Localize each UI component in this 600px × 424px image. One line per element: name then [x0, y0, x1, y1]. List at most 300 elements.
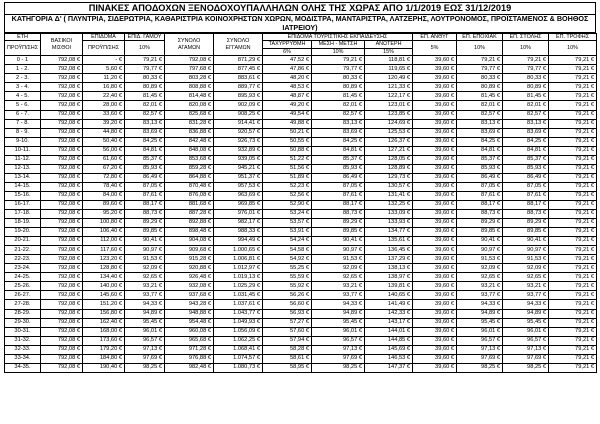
- table-row: [5, 128, 597, 137]
- table-cell: 83,69 €: [312, 128, 365, 137]
- header-mesi: ΜΕΣΗ - ΜΕΤΣΗ: [312, 41, 365, 48]
- table-cell: 79,21 €: [549, 255, 597, 264]
- table-cell: 83,13 €: [125, 119, 165, 128]
- table-cell: 92,65 €: [312, 273, 365, 282]
- table-cell: 79,21 €: [549, 146, 597, 155]
- table-cell: 11,20 €: [83, 74, 125, 83]
- table-cell: 792,08 €: [41, 363, 83, 372]
- table-cell: 792,08 €: [41, 264, 83, 273]
- table-header: [5, 34, 597, 56]
- table-cell: 79,21 €: [549, 155, 597, 164]
- table-cell: 945,21 €: [214, 164, 263, 173]
- row-years-cell: 17-18.: [5, 210, 41, 219]
- table-cell: 79,21 €: [457, 56, 503, 65]
- table-row: [5, 200, 597, 209]
- table-cell: 902,09 €: [214, 101, 263, 110]
- table-cell: 963,69 €: [214, 191, 263, 200]
- table-cell: 81,45 €: [125, 92, 165, 101]
- header-epoch: ΕΠ. ΕΠΟΧΙΑΚ: [457, 34, 503, 41]
- table-cell: 792,08 €: [41, 228, 83, 237]
- row-years-cell: 0 - 1: [5, 56, 41, 65]
- row-years-cell: 26-27.: [5, 291, 41, 300]
- table-cell: 93,77 €: [457, 291, 503, 300]
- table-cell: 898,48 €: [165, 228, 214, 237]
- table-row: [5, 173, 597, 182]
- table-cell: 94,33 €: [125, 300, 165, 309]
- table-cell: 61,60 €: [83, 155, 125, 164]
- table-body: [5, 56, 597, 373]
- row-years-cell: 6 - 7.: [5, 110, 41, 119]
- table-cell: 89,29 €: [125, 219, 165, 228]
- table-cell: 39,60 €: [413, 309, 457, 318]
- table-cell: 39,60 €: [413, 83, 457, 92]
- table-cell: 937,68 €: [165, 291, 214, 300]
- table-cell: 82,57 €: [503, 110, 549, 119]
- table-cell: 82,01 €: [125, 101, 165, 110]
- table-cell: 914,41 €: [214, 119, 263, 128]
- table-cell: 79,21 €: [549, 182, 597, 191]
- table-cell: 792,08 €: [41, 300, 83, 309]
- table-cell: 47,52 €: [263, 56, 312, 65]
- table-row: [5, 110, 597, 119]
- table-cell: 53,91 €: [263, 228, 312, 237]
- row-years-cell: 9-10.: [5, 137, 41, 146]
- header-synolo-agamon-line1: ΣΥΝΟΛΟ: [177, 38, 201, 45]
- table-cell: 79,21 €: [549, 237, 597, 246]
- table-cell: 932,08 €: [165, 282, 214, 291]
- header-tourist: ΕΠΙΔΟΜΑ ΤΟΥΡΙΣΤΙΚΗΣ ΕΚΠΑΙΔΕΥΣΗΣ: [263, 34, 413, 41]
- table-cell: 792,08 €: [165, 56, 214, 65]
- table-cell: 79,21 €: [549, 354, 597, 363]
- header-tax-pct: 6%: [263, 48, 312, 55]
- row-years-cell: 25-26.: [5, 282, 41, 291]
- table-row: [5, 246, 597, 255]
- table-cell: 39,60 €: [413, 191, 457, 200]
- table-cell: 83,69 €: [503, 128, 549, 137]
- table-cell: 97,13 €: [125, 345, 165, 354]
- table-cell: 87,61 €: [125, 191, 165, 200]
- table-cell: 39,60 €: [413, 146, 457, 155]
- table-cell: 39,60 €: [413, 164, 457, 173]
- table-cell: 51,56 €: [263, 164, 312, 173]
- row-years-cell: 15-16.: [5, 191, 41, 200]
- table-cell: 79,21 €: [549, 56, 597, 65]
- table-cell: 16,80 €: [83, 83, 125, 92]
- table-cell: 831,28 €: [165, 119, 214, 128]
- table-cell: 96,57 €: [125, 336, 165, 345]
- table-cell: 96,01 €: [312, 327, 365, 336]
- table-cell: 79,21 €: [549, 363, 597, 372]
- table-cell: 81,45 €: [312, 92, 365, 101]
- table-cell: 79,21 €: [549, 200, 597, 209]
- table-cell: 85,37 €: [125, 155, 165, 164]
- table-cell: 95,45 €: [503, 318, 549, 327]
- table-cell: 91,53 €: [457, 255, 503, 264]
- table-cell: 95,45 €: [457, 318, 503, 327]
- table-cell: 134,77 €: [365, 228, 413, 237]
- table-cell: 190,40 €: [83, 363, 125, 372]
- table-cell: 132,25 €: [365, 200, 413, 209]
- table-cell: 926,48 €: [165, 273, 214, 282]
- table-cell: 133,93 €: [365, 219, 413, 228]
- header-anot: ΑΝΩΤΕΡΗ: [365, 41, 413, 48]
- table-cell: 141,49 €: [365, 300, 413, 309]
- table-row: [5, 354, 597, 363]
- header-anthyg-pct: 5%: [413, 41, 457, 56]
- table-cell: 92,65 €: [125, 273, 165, 282]
- table-cell: 72,80 €: [83, 173, 125, 182]
- table-cell: 81,45 €: [503, 92, 549, 101]
- table-cell: 859,28 €: [165, 164, 214, 173]
- table-cell: 89,85 €: [457, 228, 503, 237]
- table-cell: 33,60 €: [83, 110, 125, 119]
- table-cell: 147,37 €: [365, 363, 413, 372]
- table-cell: 87,05 €: [457, 182, 503, 191]
- table-cell: 39,60 €: [413, 273, 457, 282]
- table-cell: 95,45 €: [312, 318, 365, 327]
- table-cell: 91,53 €: [312, 255, 365, 264]
- table-cell: 92,09 €: [503, 264, 549, 273]
- table-cell: 94,33 €: [457, 300, 503, 309]
- table-row: [5, 191, 597, 200]
- table-row: [5, 182, 597, 191]
- row-years-cell: 4 - 5.: [5, 92, 41, 101]
- table-cell: 93,77 €: [125, 291, 165, 300]
- table-cell: 960,08 €: [165, 327, 214, 336]
- table-cell: 79,21 €: [549, 327, 597, 336]
- table-cell: 39,60 €: [413, 345, 457, 354]
- table-cell: 58,61 €: [263, 354, 312, 363]
- table-cell: 88,73 €: [312, 210, 365, 219]
- table-cell: 1.012,97 €: [214, 264, 263, 273]
- table-cell: 39,60 €: [413, 182, 457, 191]
- table-cell: 162,40 €: [83, 318, 125, 327]
- table-cell: 106,40 €: [83, 228, 125, 237]
- table-cell: 156,80 €: [83, 309, 125, 318]
- table-cell: 90,41 €: [457, 237, 503, 246]
- row-years-cell: 16-17.: [5, 200, 41, 209]
- table-cell: 1.019,13 €: [214, 273, 263, 282]
- table-row: [5, 282, 597, 291]
- table-cell: 83,69 €: [457, 128, 503, 137]
- table-row: [5, 92, 597, 101]
- table-cell: 792,08 €: [41, 210, 83, 219]
- table-cell: 792,08 €: [41, 110, 83, 119]
- table-cell: 976,88 €: [165, 354, 214, 363]
- table-cell: 82,01 €: [457, 101, 503, 110]
- table-cell: 97,13 €: [312, 345, 365, 354]
- row-years-cell: 22-23.: [5, 255, 41, 264]
- table-cell: 94,33 €: [312, 300, 365, 309]
- table-cell: 79,21 €: [549, 309, 597, 318]
- table-cell: 127,21 €: [365, 146, 413, 155]
- table-cell: 90,41 €: [125, 237, 165, 246]
- row-years-cell: 30-31.: [5, 327, 41, 336]
- table-cell: 86,49 €: [503, 173, 549, 182]
- table-cell: 79,77 €: [125, 65, 165, 74]
- table-cell: 52,56 €: [263, 191, 312, 200]
- table-cell: 877,45 €: [214, 65, 263, 74]
- header-epidoma: ΕΠΙΔΟΜΑ: [83, 34, 125, 41]
- table-row: [5, 146, 597, 155]
- table-cell: 79,77 €: [457, 65, 503, 74]
- row-years-cell: 14-15.: [5, 182, 41, 191]
- table-cell: 98,25 €: [312, 363, 365, 372]
- table-cell: 130,57 €: [365, 182, 413, 191]
- table-row: [5, 210, 597, 219]
- table-cell: 915,28 €: [165, 255, 214, 264]
- table-cell: 1.000,65 €: [214, 246, 263, 255]
- table-cell: 184,80 €: [83, 354, 125, 363]
- table-row: [5, 264, 597, 273]
- table-cell: - €: [83, 56, 125, 65]
- table-cell: 50,21 €: [263, 128, 312, 137]
- table-cell: 39,60 €: [413, 74, 457, 83]
- table-cell: 971,28 €: [165, 345, 214, 354]
- table-cell: 49,54 €: [263, 110, 312, 119]
- table-row: [5, 164, 597, 173]
- table-cell: 1.043,77 €: [214, 309, 263, 318]
- salary-document: [4, 2, 596, 373]
- table-cell: 39,60 €: [413, 282, 457, 291]
- table-row: [5, 318, 597, 327]
- table-cell: 79,21 €: [549, 110, 597, 119]
- table-cell: 792,08 €: [41, 65, 83, 74]
- table-cell: 39,60 €: [413, 300, 457, 309]
- table-cell: 1.031,45 €: [214, 291, 263, 300]
- table-cell: 792,08 €: [41, 182, 83, 191]
- table-cell: 28,00 €: [83, 101, 125, 110]
- table-cell: 118,81 €: [365, 56, 413, 65]
- table-cell: 79,21 €: [549, 291, 597, 300]
- table-cell: 123,01 €: [365, 101, 413, 110]
- title-box: [4, 2, 596, 33]
- table-cell: 97,69 €: [503, 354, 549, 363]
- table-cell: 39,60 €: [413, 228, 457, 237]
- table-cell: 133,09 €: [365, 210, 413, 219]
- table-cell: 792,08 €: [41, 237, 83, 246]
- table-cell: 82,57 €: [457, 110, 503, 119]
- table-cell: 889,77 €: [214, 83, 263, 92]
- table-row: [5, 255, 597, 264]
- table-cell: 792,08 €: [41, 309, 83, 318]
- table-cell: 94,89 €: [125, 309, 165, 318]
- table-cell: 97,69 €: [457, 354, 503, 363]
- row-years-cell: 28-29.: [5, 309, 41, 318]
- header-gamou-pct: 10%: [125, 41, 165, 56]
- header-trofis-pct: 10%: [549, 41, 597, 56]
- table-cell: 39,60 €: [413, 101, 457, 110]
- table-cell: 864,88 €: [165, 173, 214, 182]
- table-cell: 976,01 €: [214, 210, 263, 219]
- header-trofis: ΕΠ. ΤΡΟΦΗΣ: [549, 34, 597, 41]
- table-cell: 52,23 €: [263, 182, 312, 191]
- table-cell: 870,48 €: [165, 182, 214, 191]
- header-proyp: ΠΡΟΫΠ/ΣΗΣ: [5, 41, 41, 56]
- table-cell: 820,08 €: [165, 101, 214, 110]
- row-years-cell: 12-13.: [5, 164, 41, 173]
- header-stolis: ΕΠ. ΣΤΟΛΗΣ: [503, 34, 549, 41]
- table-cell: 88,73 €: [457, 210, 503, 219]
- table-cell: 920,88 €: [165, 264, 214, 273]
- header-vasikoi-line1: ΒΑΣΙΚΟΙ: [50, 38, 73, 45]
- table-cell: 87,61 €: [503, 191, 549, 200]
- table-cell: 1.074,57 €: [214, 354, 263, 363]
- table-cell: 53,57 €: [263, 219, 312, 228]
- table-cell: 78,40 €: [83, 182, 125, 191]
- table-cell: 122,17 €: [365, 92, 413, 101]
- header-stolis-pct: 10%: [503, 41, 549, 56]
- table-cell: 57,94 €: [263, 336, 312, 345]
- row-years-cell: 34-35.: [5, 363, 41, 372]
- table-cell: 39,60 €: [413, 200, 457, 209]
- table-cell: 52,90 €: [263, 200, 312, 209]
- table-row: [5, 327, 597, 336]
- table-row: [5, 83, 597, 92]
- table-cell: 90,97 €: [125, 246, 165, 255]
- table-cell: 98,25 €: [125, 363, 165, 372]
- table-cell: 836,88 €: [165, 128, 214, 137]
- table-cell: 89,85 €: [503, 228, 549, 237]
- table-cell: 57,27 €: [263, 318, 312, 327]
- table-cell: 895,93 €: [214, 92, 263, 101]
- table-cell: 97,13 €: [457, 345, 503, 354]
- table-cell: 145,69 €: [365, 345, 413, 354]
- row-years-cell: 20-21.: [5, 237, 41, 246]
- table-cell: 135,61 €: [365, 237, 413, 246]
- table-row: [5, 219, 597, 228]
- table-cell: 792,08 €: [41, 119, 83, 128]
- table-cell: 144,85 €: [365, 336, 413, 345]
- table-cell: 91,53 €: [503, 255, 549, 264]
- table-cell: 842,48 €: [165, 137, 214, 146]
- table-cell: 79,21 €: [549, 128, 597, 137]
- table-cell: 44,80 €: [83, 128, 125, 137]
- table-cell: 39,60 €: [413, 137, 457, 146]
- table-cell: 144,01 €: [365, 327, 413, 336]
- table-cell: 48,20 €: [263, 74, 312, 83]
- table-cell: 932,89 €: [214, 146, 263, 155]
- table-cell: 121,33 €: [365, 83, 413, 92]
- table-cell: 792,08 €: [41, 246, 83, 255]
- table-cell: 92,09 €: [457, 264, 503, 273]
- table-cell: 909,68 €: [165, 246, 214, 255]
- table-cell: 79,21 €: [549, 273, 597, 282]
- table-cell: 79,21 €: [549, 210, 597, 219]
- table-cell: 84,81 €: [503, 146, 549, 155]
- table-cell: 994,49 €: [214, 237, 263, 246]
- table-cell: 792,08 €: [41, 173, 83, 182]
- table-cell: 82,57 €: [125, 110, 165, 119]
- row-years-cell: 24-25.: [5, 273, 41, 282]
- table-cell: 943,28 €: [165, 300, 214, 309]
- table-cell: 126,37 €: [365, 137, 413, 146]
- table-cell: 792,08 €: [41, 200, 83, 209]
- row-years-cell: 21-22.: [5, 246, 41, 255]
- table-cell: 1.006,81 €: [214, 255, 263, 264]
- table-cell: 86,49 €: [312, 173, 365, 182]
- table-cell: 982,17 €: [214, 219, 263, 228]
- header-anthyg: ΕΠ. ΑΝΘΥΓ: [413, 34, 457, 41]
- table-row: [5, 101, 597, 110]
- table-cell: 79,21 €: [503, 56, 549, 65]
- table-cell: 79,21 €: [549, 173, 597, 182]
- table-cell: 123,85 €: [365, 110, 413, 119]
- table-cell: 128,05 €: [365, 155, 413, 164]
- table-cell: 957,53 €: [214, 182, 263, 191]
- header-anot-pct: 15%: [365, 48, 413, 55]
- header-tax: ΤΑΧΥΡΡΥΘΜΗ: [263, 41, 312, 48]
- table-cell: 93,21 €: [457, 282, 503, 291]
- table-cell: 792,08 €: [41, 291, 83, 300]
- table-cell: 96,57 €: [457, 336, 503, 345]
- table-cell: 89,60 €: [83, 200, 125, 209]
- table-cell: 39,60 €: [413, 110, 457, 119]
- table-cell: 58,28 €: [263, 345, 312, 354]
- table-cell: 792,08 €: [41, 101, 83, 110]
- table-cell: 93,77 €: [312, 291, 365, 300]
- table-cell: 47,86 €: [263, 65, 312, 74]
- table-cell: 97,69 €: [312, 354, 365, 363]
- table-cell: 792,08 €: [41, 191, 83, 200]
- table-cell: 80,33 €: [503, 74, 549, 83]
- table-cell: 96,57 €: [312, 336, 365, 345]
- table-cell: 39,60 €: [413, 128, 457, 137]
- table-cell: 792,08 €: [41, 146, 83, 155]
- table-cell: 88,17 €: [503, 200, 549, 209]
- table-cell: 904,08 €: [165, 237, 214, 246]
- row-years-cell: 13-14.: [5, 173, 41, 182]
- table-cell: 926,73 €: [214, 137, 263, 146]
- table-cell: 49,88 €: [263, 119, 312, 128]
- header-gamou: ΕΠΙΔ. ΓΑΜΟΥ: [125, 34, 165, 41]
- table-cell: 792,08 €: [41, 128, 83, 137]
- table-cell: 84,25 €: [125, 137, 165, 146]
- table-cell: 88,17 €: [457, 200, 503, 209]
- table-cell: 79,21 €: [549, 336, 597, 345]
- table-cell: 82,57 €: [312, 110, 365, 119]
- table-cell: 140,65 €: [365, 291, 413, 300]
- header-synolo-agamon: [165, 34, 214, 56]
- table-cell: 94,89 €: [457, 309, 503, 318]
- table-row: [5, 56, 597, 65]
- table-cell: 138,13 €: [365, 264, 413, 273]
- table-cell: 55,25 €: [263, 264, 312, 273]
- table-cell: 39,20 €: [83, 119, 125, 128]
- table-cell: 39,60 €: [413, 237, 457, 246]
- table-cell: 1.080,73 €: [214, 363, 263, 372]
- table-cell: 982,48 €: [165, 363, 214, 372]
- page-subtitle: ΚΑΤΗΓΟΡΙΑ Δ' ( ΠΛΥΝΤΡΙΑ, ΣΙΔΕΡΩΤΡΙΑ, ΚΑΘΑΡΙΣΤΡΙΑ ΚΟΙΝΟΧΡΗΣΤΩΝ ΧΩΡΩΝ, ΜΟΔΙΣΤΡΑ, ΜΑΝΤΑΡΙΣΤΡΑ, ΛΑΤΖΕΡΗΣ, ΛΟΥΤΡΟΝΟΜΟΣ, ΠΡΟΪΣΤΑΜΕΝΟΣ & ΒΟΗΘΟΣ ΙΑΤΡΕΙΟΥ): [5, 14, 595, 32]
- table-cell: 84,81 €: [312, 146, 365, 155]
- table-cell: 87,61 €: [312, 191, 365, 200]
- table-cell: 48,87 €: [263, 92, 312, 101]
- row-years-cell: 19-20.: [5, 228, 41, 237]
- table-cell: 848,08 €: [165, 146, 214, 155]
- table-cell: 84,00 €: [83, 191, 125, 200]
- table-cell: 85,93 €: [125, 164, 165, 173]
- table-cell: 96,01 €: [503, 327, 549, 336]
- table-cell: 79,21 €: [549, 65, 597, 74]
- row-years-cell: 27-28.: [5, 300, 41, 309]
- row-years-cell: 1 - 2.: [5, 65, 41, 74]
- table-cell: 83,13 €: [312, 119, 365, 128]
- header-epidoma-proyp: ΠΡΟΫΠ/ΣΗΣ: [83, 41, 125, 56]
- table-cell: 853,68 €: [165, 155, 214, 164]
- table-cell: 151,20 €: [83, 300, 125, 309]
- table-cell: 79,21 €: [549, 92, 597, 101]
- table-cell: 85,93 €: [312, 164, 365, 173]
